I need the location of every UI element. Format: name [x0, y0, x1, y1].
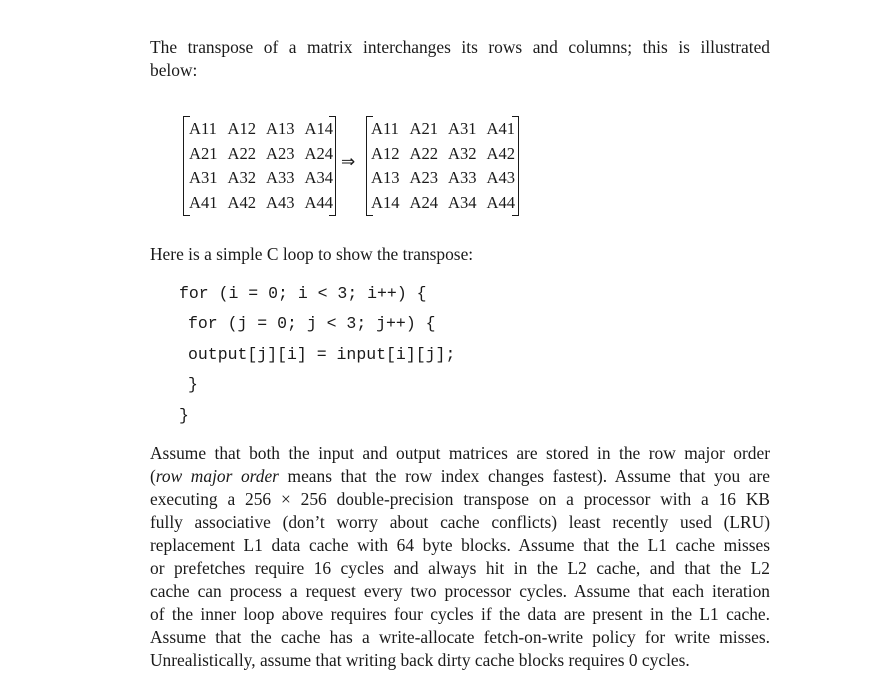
assume-line-4: fully associative (don’t worry about cache conflicts) least recently used (LRU) — [150, 512, 770, 532]
assume-line-3: executing a 256 × 256 double-precision transpose on a processor with a 16 KB — [150, 489, 770, 509]
code-line-5: } — [179, 406, 189, 425]
matrix-right-cell: A12 — [371, 143, 400, 163]
assume-line-1: Assume that both the input and output matrices are stored in the row major order — [150, 443, 770, 463]
matrix-right-row — [371, 142, 525, 167]
matrix-right-cell: A21 — [409, 119, 439, 138]
matrix-left-cell: A12 — [227, 119, 257, 138]
assumptions-paragraph — [150, 442, 770, 672]
matrix-left-cell: A21 — [189, 143, 218, 163]
matrix-right-row — [371, 117, 525, 142]
assume-line-2-rest: means that the row index changes fastest). Assume that you are — [278, 466, 770, 486]
matrix-right-cell: A23 — [409, 168, 439, 187]
intro-line-1: The transpose of a matrix interchanges its rows and columns; this is illustrated — [150, 37, 770, 57]
matrix-right-cell: A41 — [486, 119, 516, 138]
matrix-left-cell: A42 — [227, 192, 257, 212]
matrix-left-cell: A13 — [266, 119, 295, 138]
intro-paragraph — [150, 36, 770, 82]
matrix-right-cell: A34 — [448, 192, 477, 212]
assume-line-8: of the inner loop above requires four cycles if the data are present in the L1 cache. — [150, 604, 770, 624]
matrix-left-cell: A23 — [266, 143, 295, 163]
matrix-left-cell: A11 — [189, 119, 217, 138]
matrix-right-row — [371, 166, 525, 191]
matrix-left-row — [189, 191, 343, 216]
matrix-left-row — [189, 166, 343, 191]
matrix-left-cell: A14 — [304, 119, 334, 138]
code-line-3: output[j][i] = input[i][j]; — [188, 345, 456, 364]
matrix-right-cell: A42 — [486, 143, 516, 163]
matrix-left-row — [189, 117, 343, 142]
matrix-right-cell: A33 — [448, 168, 477, 187]
matrix-right-row — [371, 191, 525, 216]
matrix-left-cell: A44 — [304, 192, 334, 212]
implies-arrow: ⇒ — [341, 152, 356, 172]
assume-line-5: replacement L1 data cache with 64 byte blocks. Assume that the L1 cache misses — [150, 535, 770, 555]
matrix-right-cell: A22 — [409, 143, 439, 163]
matrix-left-cell: A24 — [304, 143, 334, 163]
matrix-left-cell: A33 — [266, 168, 295, 187]
assume-line-7: cache can process a request every two processor cycles. Assume that each iteration — [150, 581, 770, 601]
matrix-right-cell: A11 — [371, 119, 399, 138]
matrix-left-row — [189, 142, 343, 167]
matrix-left-cell: A43 — [266, 192, 295, 212]
matrix-right-cell: A43 — [486, 168, 516, 187]
code-line-2: for (j = 0; j < 3; j++) { — [188, 314, 436, 333]
matrix-right-cell: A32 — [448, 143, 477, 163]
assume-line-2-open: ( — [150, 466, 156, 486]
loop-intro-text: Here is a simple C loop to show the transpose: — [150, 244, 474, 264]
assume-line-2 — [150, 465, 770, 488]
matrix-left-cell: A41 — [189, 192, 218, 212]
matrix-left — [184, 117, 336, 215]
matrix-right-cell: A14 — [371, 192, 400, 212]
matrix-right-cell: A31 — [448, 119, 477, 138]
matrix-left-cell: A31 — [189, 168, 218, 187]
matrix-right-cell: A13 — [371, 168, 400, 187]
matrix-right-cell: A44 — [486, 192, 516, 212]
matrix-left-cell: A22 — [227, 143, 257, 163]
row-major-order-term: row major order — [155, 466, 279, 486]
matrix-left-cell: A34 — [304, 168, 334, 187]
assume-line-10: Unrealistically, assume that writing back dirty cache blocks requires 0 cycles. — [150, 650, 690, 670]
code-line-1: for (i = 0; i < 3; i++) { — [179, 284, 427, 303]
matrix-right-cell: A24 — [409, 192, 439, 212]
assume-line-9: Assume that the cache has a write-allocate fetch-on-write policy for write misses. — [150, 627, 770, 647]
intro-line-2: below: — [150, 60, 198, 80]
assume-line-6: or prefetches require 16 cycles and always hit in the L2 cache, and that the L2 — [150, 558, 770, 578]
code-line-4: } — [188, 375, 198, 394]
matrix-left-cell: A32 — [227, 168, 257, 187]
matrix-right — [366, 117, 518, 215]
